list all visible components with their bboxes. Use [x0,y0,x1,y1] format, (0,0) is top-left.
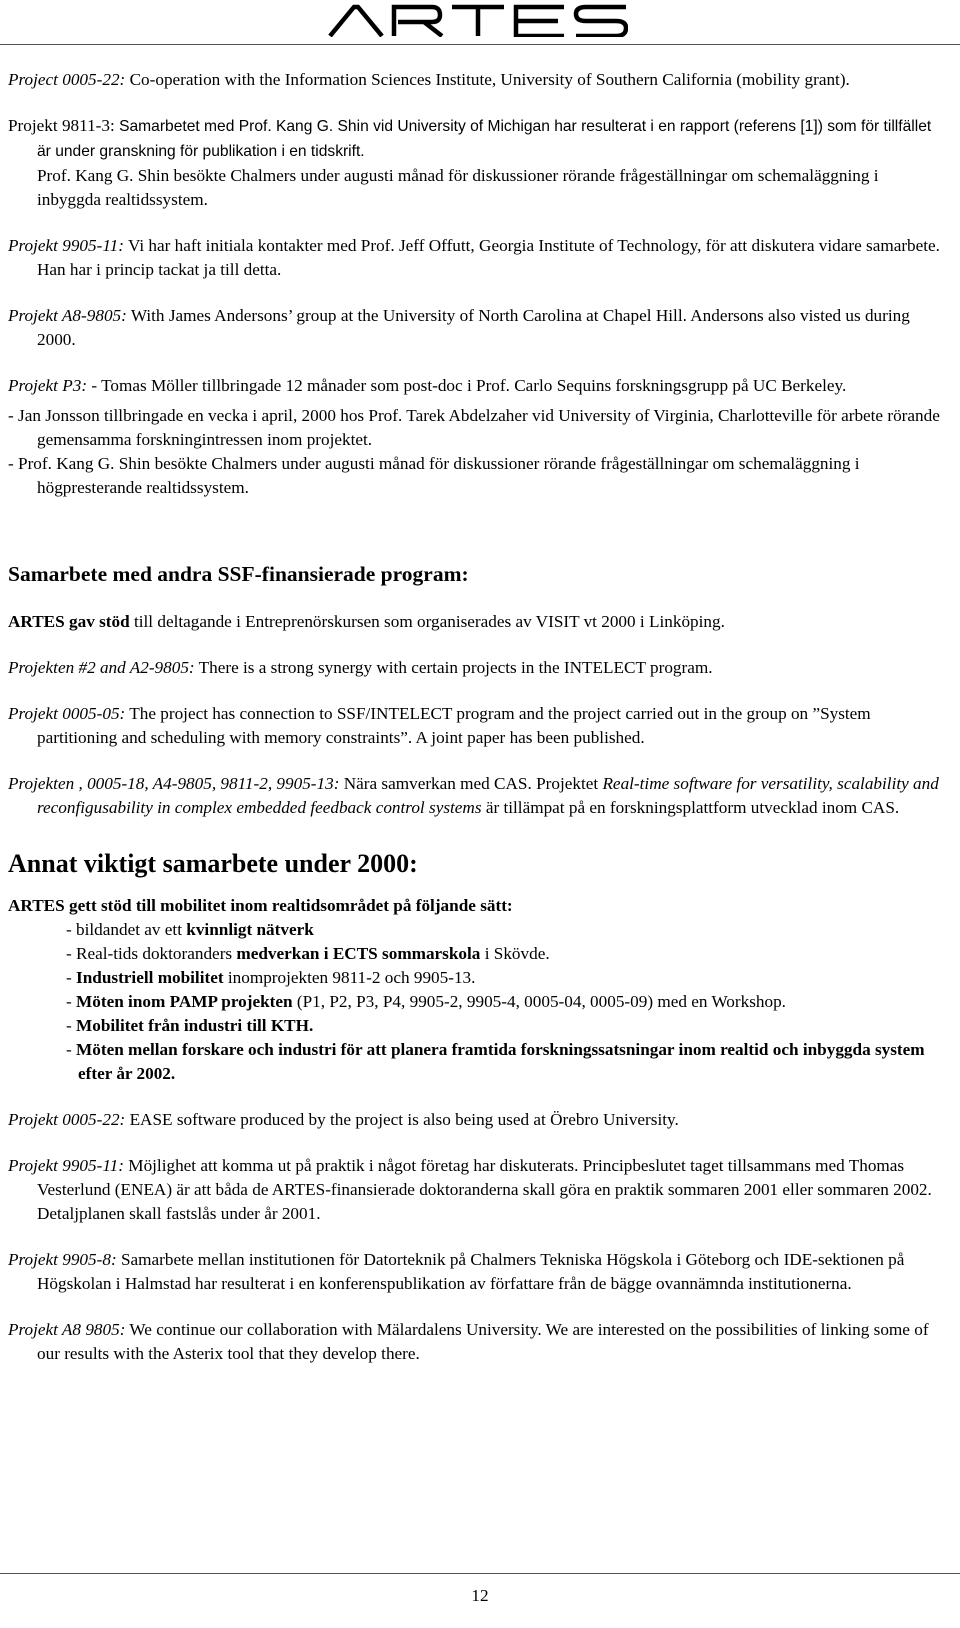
paragraph-project-0005-22-ease: Projekt 0005-22: EASE software produced by the project is also being used at Örebro University. [8,1110,679,1129]
document-body [8,68,943,1388]
paragraph-mobility-intro: ARTES gett stöd till mobilitet inom realtidsområdet på följande sätt: [8,896,513,915]
paragraph-project-a8-9805-anderson: Projekt A8-9805: With James Andersons’ group at the University of North Carolina at Chapel Hill. Andersons also visted us during 2000. [8,306,910,349]
heading-other-collaboration: Annat viktigt samarbete under 2000: [8,849,418,878]
page-number: 12 [471,1586,489,1605]
paragraph-project-9905-11-praktik: Projekt 9905-11: Möjlighet att komma ut på praktik i något företag har diskuterats. Principbeslutet taget tillsammans med Thomas Vesterlund (ENEA) är att båda de ARTES-finansierade doktoranderna skall göra en praktik sommaren 2001 eller sommaren 2002. Detaljplanen skall fastslås under år 2001. [8,1156,932,1223]
paragraph-project-0005-05: Projekt 0005-05: The project has connection to SSF/INTELECT program and the project carried out in the group on ”System partitioning and scheduling with memory constraints”. A joint paper has been published. [8,704,871,747]
paragraph-project-a8-9805-malardalen: Projekt A8 9805: We continue our collaboration with Mälardalens University. We are interested on the possibilities of linking some of our results with the Asterix tool that they develop there. [8,1320,929,1363]
footer-rule [0,1573,960,1574]
paragraph-project-p3-shin: - Prof. Kang G. Shin besökte Chalmers under augusti månad för diskussioner rörande frågeställningar om schemaläggning i högpresterande realtidssystem. [8,454,860,497]
artes-logo [328,3,628,37]
paragraph-project-9811-3-visit: Prof. Kang G. Shin besökte Chalmers under augusti månad för diskussioner rörande frågeställningar om schemaläggning i inbyggda realtidssystem. [37,166,879,209]
list-item: - Mobilitet från industri till KTH. [66,1016,314,1035]
page-header [0,0,960,48]
mobility-list [8,918,943,1086]
header-rule [0,44,960,45]
paragraph-project-9905-11-offutt: Projekt 9905-11: Vi har haft initiala kontakter med Prof. Jeff Offutt, Georgia Institute of Technology, för att diskutera vidare samarbete. Han har i princip tackat ja till detta. [8,236,940,279]
paragraph-projekten-2-a2-9805: Projekten #2 and A2-9805: There is a strong synergy with certain projects in the INTELECT program. [8,658,713,677]
list-item: - Möten mellan forskare och industri för att planera framtida forskningssatsningar inom realtid och inbyggda system efter år 2002. [66,1040,925,1083]
list-item: - Real-tids doktoranders medverkan i ECTS sommarskola i Skövde. [66,944,550,963]
paragraph-project-p3: Projekt P3: - Tomas Möller tillbringade 12 månader som post-doc i Prof. Carlo Sequins forskningsgrupp på UC Berkeley. [8,376,847,395]
paragraph-projekten-cas: Projekten , 0005-18, A4-9805, 9811-2, 9905-13: Nära samverkan med CAS. Projektet Real-time software for versatility, scalability and reconfigusability in complex embedded feedback control systems är tillämpat på en forskningsplattform utvecklad inom CAS. [8,774,939,817]
paragraph-project-9811-3: Projekt 9811-3: Samarbetet med Prof. Kang G. Shin vid University of Michigan har resulterat i en rapport (referens [1]) som för tillfället är under granskning för publikation i en tidskrift. [8,116,932,160]
paragraph-project-0005-22-isi: Project 0005-22: Co-operation with the Information Sciences Institute, University of Southern California (mobility grant). [8,70,850,89]
paragraph-project-p3-jonsson: - Jan Jonsson tillbringade en vecka i april, 2000 hos Prof. Tarek Abdelzaher vid University of Virginia, Charlotteville för arbete rörande gemensamma forskningintressen inom projektet. [8,406,940,449]
list-item: - Möten inom PAMP projekten (P1, P2, P3, P4, 9905-2, 9905-4, 0005-04, 0005-09) med en Workshop. [66,992,786,1011]
heading-ssf-programs: Samarbete med andra SSF-finansierade program: [8,562,469,586]
list-item: - Industriell mobilitet inomprojekten 9811-2 och 9905-13. [66,968,476,987]
list-item: - bildandet av ett kvinnligt nätverk [66,920,314,939]
paragraph-project-9905-8: Projekt 9905-8: Samarbete mellan institutionen för Datorteknik på Chalmers Tekniska Högskola i Göteborg och IDE-sektionen på Högskolan i Halmstad har resulterat i en konferenspublikation av författare från de bägge ovannämnda institutionerna. [8,1250,905,1293]
paragraph-artes-entrepreneurship: ARTES gav stöd till deltagande i Entreprenörskursen som organiserades av VISIT vt 2000 i Linköping. [8,612,725,631]
